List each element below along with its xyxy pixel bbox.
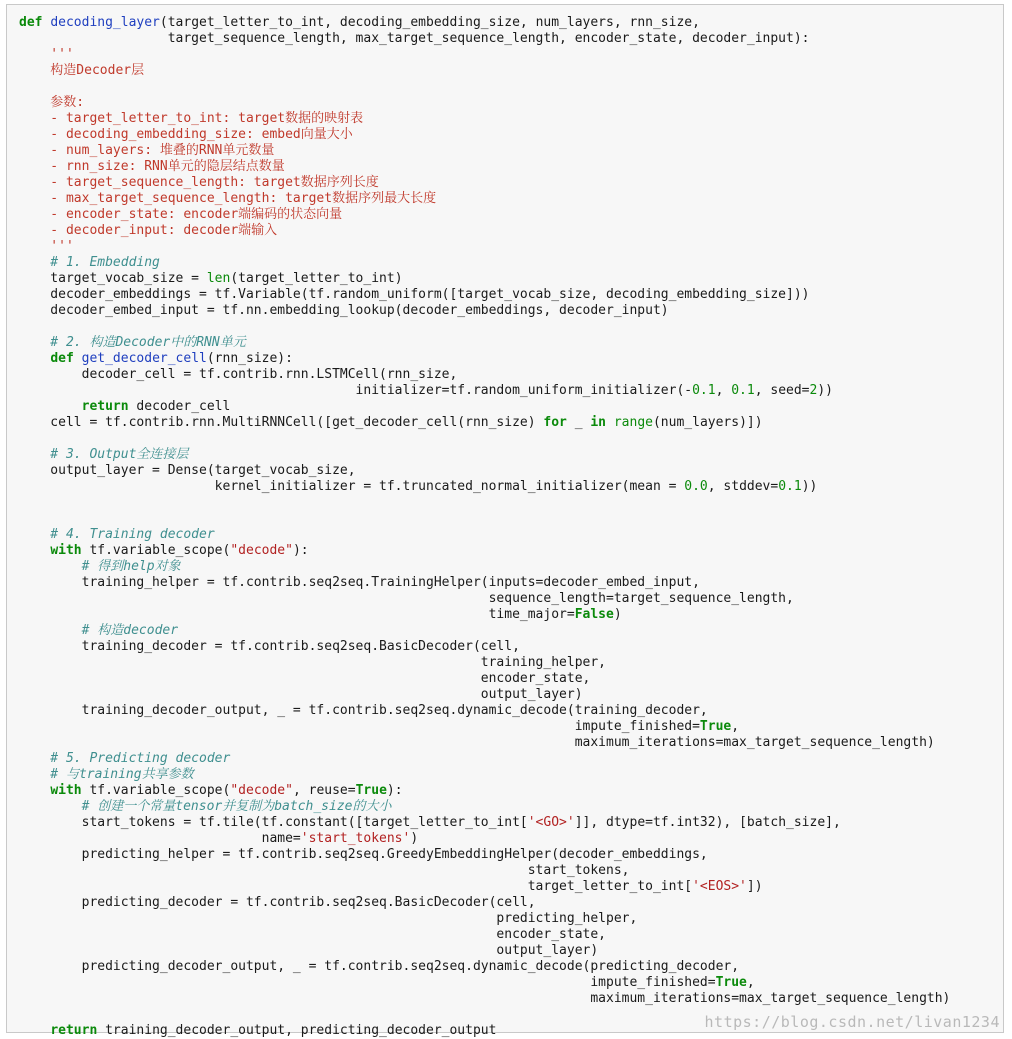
code-line: [19, 527, 1004, 543]
code-line: [19, 687, 1004, 703]
code-token: ): [613, 607, 622, 622]
code-line: [19, 351, 1004, 367]
code-token: training_decoder_output, predicting_decoder_output: [97, 1023, 497, 1038]
code-line: [19, 863, 1004, 879]
code-line: [19, 367, 1004, 383]
code-token: tf.variable_scope(: [81, 783, 231, 798]
code-token: "decode": [230, 543, 293, 558]
code-token: len: [206, 271, 231, 286]
code-line: [19, 815, 1004, 831]
code-token: _: [566, 415, 591, 430]
code-token: def: [19, 15, 51, 30]
code-line: [19, 911, 1004, 927]
code-token: 0.1: [778, 479, 802, 494]
code-line: [19, 63, 1004, 79]
code-token: (rnn_size):: [206, 351, 293, 366]
code-line: [19, 223, 1004, 239]
code-token: def: [50, 351, 82, 366]
code-line: [19, 31, 1004, 47]
code-token: sequence_length=target_sequence_length,: [19, 591, 794, 606]
code-token: decoder_cell: [136, 399, 231, 414]
code-line: [19, 463, 1004, 479]
code-line: [19, 175, 1004, 191]
code-token: )): [817, 383, 833, 398]
code-line: [19, 927, 1004, 943]
code-token: [19, 351, 50, 366]
code-token: [19, 783, 50, 798]
code-line: [19, 543, 1004, 559]
code-line: [19, 671, 1004, 687]
code-token: training_helper = tf.contrib.seq2seq.TrainingHelper(inputs=decoder_embed_input,: [19, 575, 700, 590]
code-line: [19, 335, 1004, 351]
code-line: [19, 79, 1004, 95]
code-token: - target_letter_to_int: target数据的映射表: [19, 111, 364, 126]
code-line: [19, 575, 1004, 591]
code-token: 'start_tokens': [300, 831, 411, 846]
code-line: [19, 511, 1004, 527]
code-token: impute_finished=: [19, 719, 700, 734]
code-line: [19, 399, 1004, 415]
code-line: [19, 751, 1004, 767]
code-token: # 与training共享参数: [19, 767, 194, 782]
code-line: [19, 143, 1004, 159]
code-token: output_layer): [19, 687, 583, 702]
code-token: 2: [809, 383, 818, 398]
code-token: return: [81, 399, 137, 414]
code-token: - target_sequence_length: target数据序列长度: [19, 175, 379, 190]
code-token: (target_letter_to_int, decoding_embedding_size, num_layers, rnn_size,: [159, 15, 700, 30]
code-token: True: [355, 783, 387, 798]
code-token: impute_finished=: [19, 975, 716, 990]
code-line: [19, 127, 1004, 143]
code-token: - num_layers: 堆叠的RNN单元数量: [19, 143, 275, 158]
code-token: "decode": [230, 783, 293, 798]
code-token: '<EOS>': [692, 879, 747, 894]
code-token: (num_layers)]): [652, 415, 763, 430]
code-token: range: [613, 415, 653, 430]
code-token: start_tokens = tf.tile(tf.constant([target_letter_to_int[: [19, 815, 528, 830]
code-token: # 创建一个常量tensor并复制为batch_size的大小: [19, 799, 392, 814]
code-line: [19, 783, 1004, 799]
code-token: ]): [746, 879, 763, 894]
code-token: ):: [292, 543, 309, 558]
code-token: - decoder_input: decoder端输入: [19, 223, 278, 238]
code-line: [19, 831, 1004, 847]
code-token: predicting_decoder_output, _ = tf.contrib.seq2seq.dynamic_decode(predicting_decoder,: [19, 959, 740, 974]
code-token: True: [699, 719, 732, 734]
code-token: return: [50, 1023, 98, 1038]
code-line: [19, 959, 1004, 975]
code-token: - max_target_sequence_length: target数据序列最大长度: [19, 191, 437, 206]
code-line: [19, 495, 1004, 511]
code-token: predicting_helper,: [19, 911, 638, 926]
code-token: [19, 543, 50, 558]
code-token: [19, 399, 82, 414]
code-token: initializer=tf.random_uniform_initializer(-: [19, 383, 693, 398]
code-token: encoder_state,: [19, 927, 606, 942]
code-line: [19, 607, 1004, 623]
code-line: [19, 735, 1004, 751]
code-token: - decoding_embedding_size: embed向量大小: [19, 127, 353, 142]
code-token: 构造Decoder层: [19, 63, 145, 78]
code-token: predicting_decoder = tf.contrib.seq2seq.BasicDecoder(cell,: [19, 895, 536, 910]
code-line: [19, 879, 1004, 895]
code-line: [19, 559, 1004, 575]
code-token: target_letter_to_int[: [19, 879, 693, 894]
code-token: [19, 1023, 50, 1038]
code-token: - rnn_size: RNN单元的隐层结点数量: [19, 159, 285, 174]
code-token: , seed=: [754, 383, 810, 398]
code-cell: [6, 4, 1004, 1038]
code-line: [19, 655, 1004, 671]
code-token: 0.1: [692, 383, 716, 398]
code-line: [19, 975, 1004, 991]
code-line: [19, 303, 1004, 319]
code-token: [606, 415, 614, 430]
code-line: [19, 415, 1004, 431]
code-token: decoding_layer: [50, 15, 160, 30]
code-token: decoder_embeddings = tf.Variable(tf.random_uniform([target_vocab_size, decoding_embedding_size])): [19, 287, 810, 302]
code-block: [19, 15, 1004, 1039]
code-token: for: [543, 415, 567, 430]
code-token: ''': [19, 239, 74, 254]
code-token: ): [410, 831, 419, 846]
code-line: [19, 191, 1004, 207]
code-token: training_decoder_output, _ = tf.contrib.seq2seq.dynamic_decode(training_decoder,: [19, 703, 708, 718]
code-line: [19, 271, 1004, 287]
code-token: name=: [19, 831, 301, 846]
code-token: maximum_iterations=max_target_sequence_length): [19, 991, 951, 1006]
code-line: [19, 111, 1004, 127]
code-line: [19, 703, 1004, 719]
code-token: output_layer): [19, 943, 599, 958]
code-line: [19, 767, 1004, 783]
code-line: [19, 15, 1004, 31]
code-token: ,: [746, 975, 755, 990]
code-token: 0.1: [731, 383, 755, 398]
code-token: # 4. Training decoder: [19, 527, 215, 542]
code-token: get_decoder_cell: [81, 351, 207, 366]
code-token: decoder_cell = tf.contrib.rnn.LSTMCell(rnn_size,: [19, 367, 458, 382]
code-token: True: [715, 975, 747, 990]
watermark-text: https://blog.csdn.net/livan1234: [704, 1013, 1000, 1031]
code-token: )): [801, 479, 818, 494]
code-line: [19, 319, 1004, 335]
code-token: (target_letter_to_int): [230, 271, 403, 286]
code-token: start_tokens,: [19, 863, 630, 878]
code-token: # 1. Embedding: [19, 255, 160, 270]
code-line: [19, 207, 1004, 223]
code-line: [19, 639, 1004, 655]
code-line: [19, 47, 1004, 63]
code-token: with: [50, 543, 82, 558]
code-token: - encoder_state: encoder端编码的状态向量: [19, 207, 343, 222]
code-token: ]], dtype=tf.int32), [batch_size],: [574, 815, 841, 830]
code-line: [19, 431, 1004, 447]
code-token: target_sequence_length, max_target_sequence_length, encoder_state, decoder_input):: [19, 31, 810, 46]
code-token: predicting_helper = tf.contrib.seq2seq.GreedyEmbeddingHelper(decoder_embeddings,: [19, 847, 708, 862]
code-token: target_vocab_size =: [19, 271, 207, 286]
code-token: ''': [19, 47, 74, 62]
code-line: [19, 287, 1004, 303]
code-token: ):: [386, 783, 403, 798]
code-token: # 3. Output全连接层: [19, 447, 189, 462]
code-line: [19, 847, 1004, 863]
code-token: in: [590, 415, 607, 430]
code-line: [19, 479, 1004, 495]
code-line: [19, 159, 1004, 175]
code-token: decoder_embed_input = tf.nn.embedding_lookup(decoder_embeddings, decoder_input): [19, 303, 669, 318]
code-token: # 构造decoder: [19, 623, 179, 638]
code-token: ,: [731, 719, 740, 734]
code-token: with: [50, 783, 82, 798]
code-line: [19, 719, 1004, 735]
code-token: output_layer = Dense(target_vocab_size,: [19, 463, 356, 478]
code-line: [19, 239, 1004, 255]
code-token: '<GO>': [527, 815, 575, 830]
code-token: time_major=: [19, 607, 575, 622]
code-line: [19, 591, 1004, 607]
code-line: [19, 623, 1004, 639]
code-line: [19, 255, 1004, 271]
code-token: , reuse=: [292, 783, 356, 798]
code-line: [19, 943, 1004, 959]
code-line: [19, 895, 1004, 911]
code-token: 参数:: [19, 95, 85, 110]
code-token: , stddev=: [707, 479, 779, 494]
code-token: ,: [715, 383, 732, 398]
code-token: training_decoder = tf.contrib.seq2seq.BasicDecoder(cell,: [19, 639, 520, 654]
code-token: # 2. 构造Decoder中的RNN单元: [19, 335, 246, 350]
code-line: [19, 799, 1004, 815]
code-line: [19, 447, 1004, 463]
code-token: # 5. Predicting decoder: [19, 751, 231, 766]
code-token: kernel_initializer = tf.truncated_normal_initializer(mean =: [19, 479, 685, 494]
code-token: 0.0: [684, 479, 708, 494]
code-token: # 得到help对象: [19, 559, 181, 574]
code-token: maximum_iterations=max_target_sequence_length): [19, 735, 935, 750]
code-token: cell = tf.contrib.rnn.MultiRNNCell([get_decoder_cell(rnn_size): [19, 415, 544, 430]
code-token: training_helper,: [19, 655, 606, 670]
code-token: encoder_state,: [19, 671, 591, 686]
code-token: False: [574, 607, 614, 622]
code-token: tf.variable_scope(: [81, 543, 231, 558]
code-line: [19, 383, 1004, 399]
code-line: [19, 991, 1004, 1007]
code-line: [19, 95, 1004, 111]
